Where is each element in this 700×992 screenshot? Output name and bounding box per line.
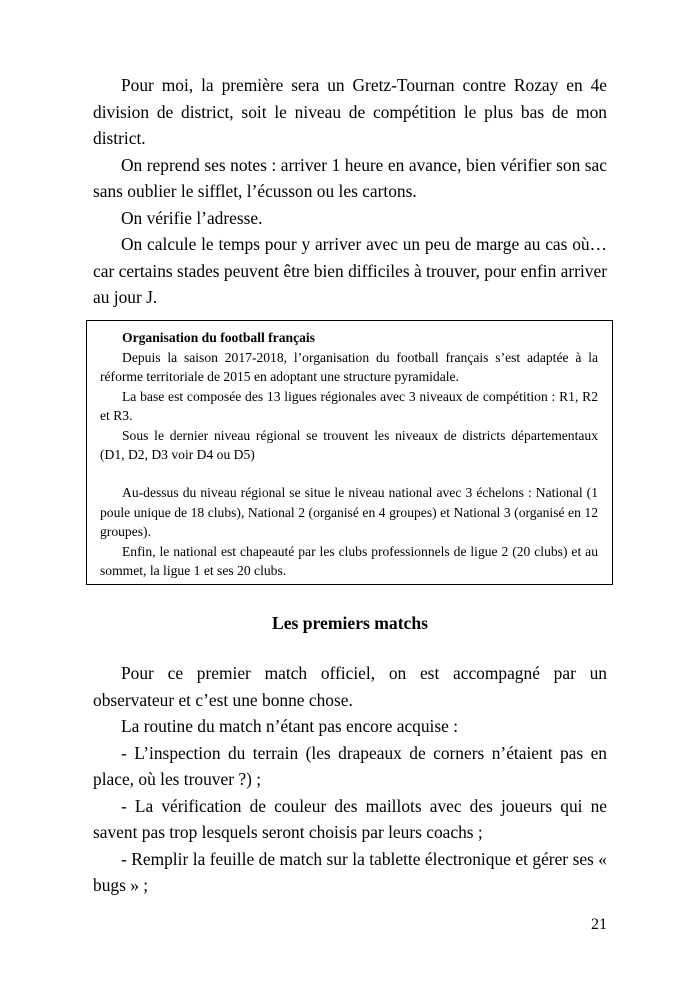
info-box-paragraph: Depuis la saison 2017-2018, l’organisation du football français s’est adaptée à la réforme territoriale de 2015 en adoptant une structure pyramidale. <box>100 350 598 385</box>
page-number: 21 <box>591 916 607 933</box>
paragraph: - Remplir la feuille de match sur la tablette électronique et gérer ses « bugs » ; <box>93 848 607 895</box>
paragraph: La routine du match n’étant pas encore acquise : <box>121 716 459 736</box>
paragraph: Pour moi, la première sera un Gretz-Tournan contre Rozay en 4e division de district, soit le niveau de compétition le plus bas de mon district. <box>93 75 607 148</box>
paragraph: On calcule le temps pour y arriver avec un peu de marge au cas où… car certains stades peuvent être bien difficiles à trouver, pour enfin arriver au jour J. <box>93 234 607 307</box>
paragraph: On vérifie l’adresse. <box>121 207 263 228</box>
info-box-paragraph: La base est composée des 13 ligues régionales avec 3 niveaux de compétition : R1, R2 et R3. <box>100 388 598 424</box>
paragraph: Pour ce premier match officiel, on est accompagné par un observateur et c’est une bonne chose. <box>93 663 607 710</box>
info-box <box>86 320 613 585</box>
paragraph: On reprend ses notes : arriver 1 heure en avance, bien vérifier son sac sans oublier le sifflet, l’écusson ou les cartons. <box>93 154 607 201</box>
info-box-paragraph: Enfin, le national est chapeauté par les clubs professionnels de ligue 2 (20 clubs) et au sommet, la ligue 1 et ses 20 clubs. <box>100 543 598 579</box>
paragraph: - L’inspection du terrain (les drapeaux de corners n’étaient pas en place, où les trouver ?) ; <box>93 742 607 789</box>
info-box-content <box>100 328 598 580</box>
section-heading: Les premiers matchs <box>271 613 429 633</box>
body-text-lower <box>93 660 607 899</box>
paragraph: - La vérification de couleur des maillots avec des joueurs qui ne savent pas trop lesquels seront choisis par leurs coachs ; <box>93 795 607 842</box>
info-box-paragraph: Sous le dernier niveau régional se trouvent les niveaux de districts départementaux (D1, D2, D3 voir D4 ou D5) <box>100 427 598 463</box>
info-box-title: Organisation du football français <box>122 330 315 345</box>
body-text-upper <box>93 72 607 311</box>
info-box-paragraph: Au-dessus du niveau régional se situe le niveau national avec 3 échelons : National (1 poule unique de 18 clubs), National 2 (organisé en 4 groupes) et National 3 (organisé en 12 groupes). <box>100 485 598 540</box>
